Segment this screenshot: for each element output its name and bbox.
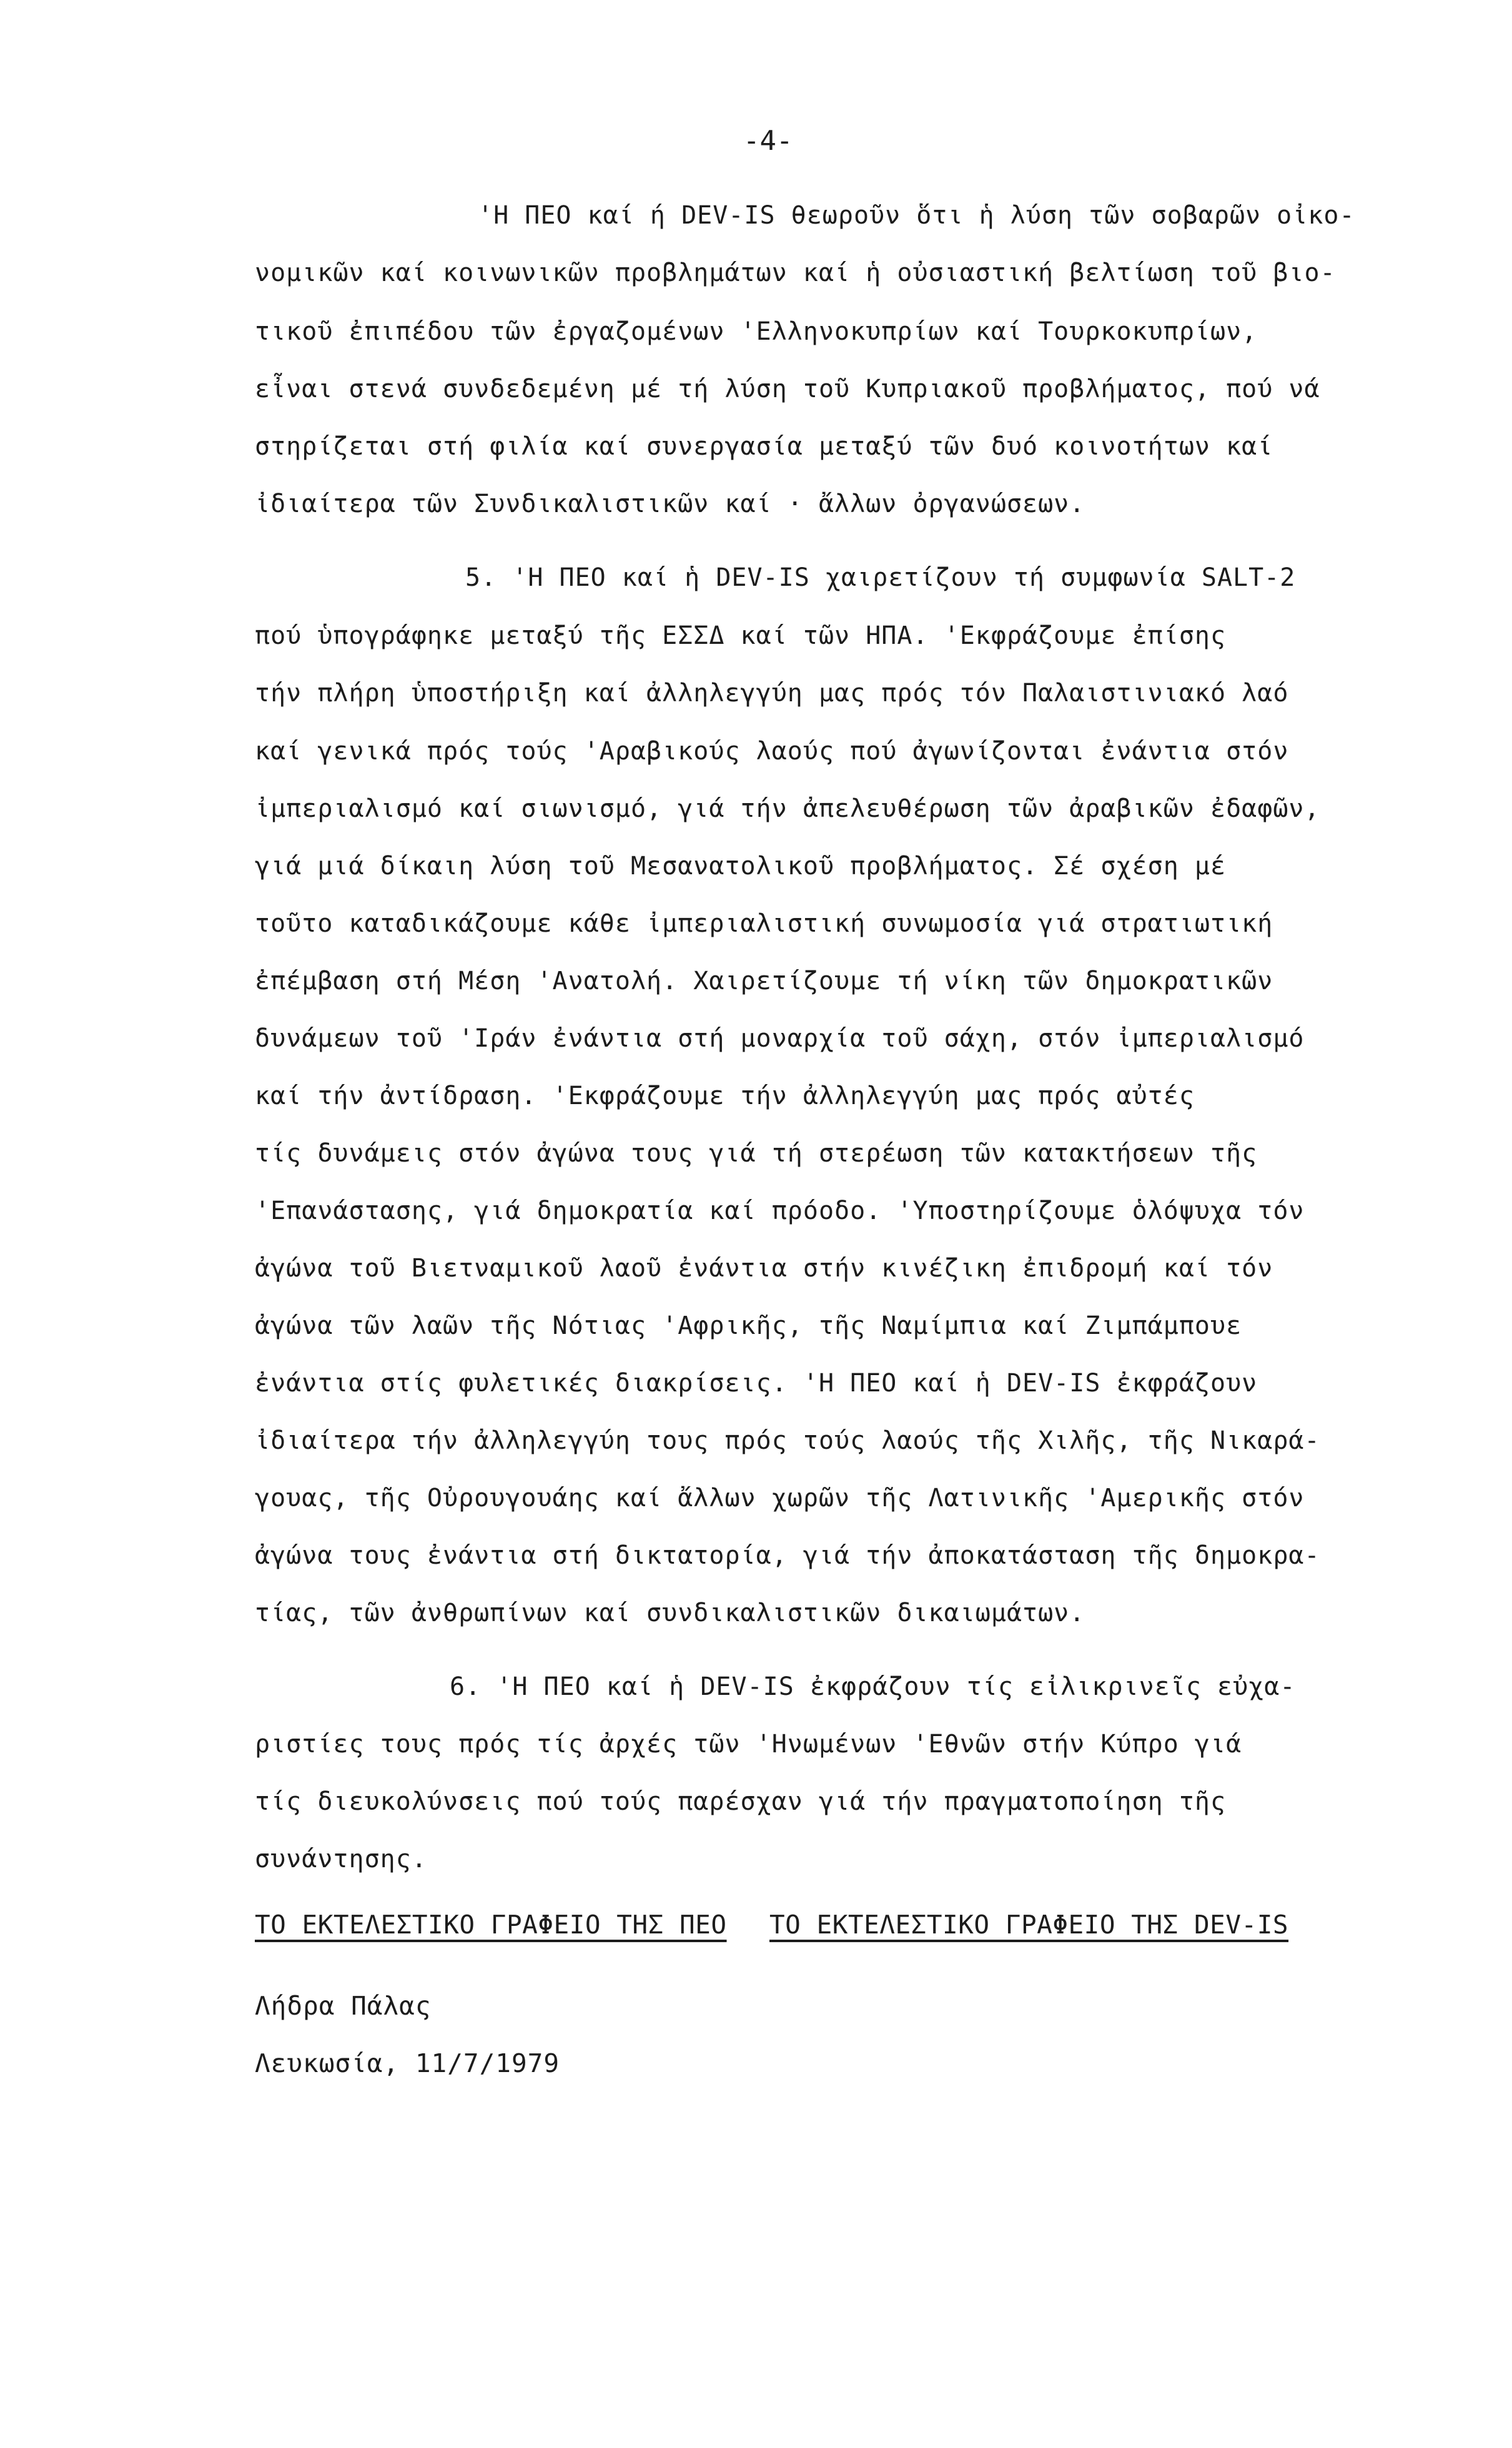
text-line: τίας, τῶν ἀνθρωπίνων καί συνδικαλιστικῶν δικαιωμάτων. (255, 1599, 1085, 1627)
text-line: 6. 'Η ΠΕΟ καί ἡ DEV-IS ἐκφράζουν τίς εἰλικρινεῖς εὐχα- (450, 1672, 1296, 1701)
text-line: ἀγώνα τοῦ Βιετναμικοῦ λαοῦ ἐνάντια στήν κινέζικη ἐπιδρομή καί τόν (255, 1254, 1273, 1283)
text-line: ἀγώνα τῶν λαῶν τῆς Νότιας 'Αφρικῆς, τῆς Ναμίμπια καί Ζιμπάμπουε (255, 1311, 1242, 1340)
text-line: τοῦτο καταδικάζουμε κάθε ἰμπεριαλιστική συνωμοσία γιά στρατιωτική (255, 909, 1273, 938)
text-line: ἐνάντια στίς φυλετικές διακρίσεις. 'Η ΠΕΟ καί ἡ DEV-IS ἐκφράζουν (255, 1369, 1258, 1398)
text-line: ἰδιαίτερα τῶν Συνδικαλιστικῶν καί · ἄλλων ὀργανώσεων. (255, 490, 1085, 518)
text-line: συνάντησης. (255, 1845, 427, 1873)
place-name: Λήδρα Πάλας (255, 1991, 432, 2021)
text-line: γουας, τῆς Οὐρουγουάης καί ἄλλων χωρῶν τῆς Λατινικῆς 'Αμερικῆς στόν (255, 1484, 1305, 1513)
text-line: ἰμπεριαλισμό καί σιωνισμό, γιά τήν ἀπελευθέρωση τῶν ἀραβικῶν ἐδαφῶν, (255, 794, 1320, 823)
text-line: καί τήν ἀντίδραση. 'Εκφράζουμε τήν ἀλληλεγγύη μας πρός αὐτές (255, 1082, 1195, 1110)
text-line: νομικῶν καί κοινωνικῶν προβλημάτων καί ἡ οὐσιαστική βελτίωση τοῦ βιο- (255, 259, 1336, 287)
text-line: 'Η ΠΕΟ καί ή DEV-IS θεωροῦν ὅτι ἡ λύση τῶν σοβαρῶν οἰκο- (478, 201, 1355, 230)
text-line: δυνάμεων τοῦ 'Ιράν ἐνάντια στή μοναρχία τοῦ σάχη, στόν ἰμπεριαλισμό (255, 1024, 1305, 1053)
place-date: Λευκωσία, 11/7/1979 (255, 2048, 560, 2078)
text-line: καί γενικά πρός τούς 'Αραβικούς λαούς πού ἀγωνίζονται ἐνάντια στόν (255, 737, 1289, 766)
text-line: πού ὑπογράφηκε μεταξύ τῆς ΕΣΣΔ καί τῶν ΗΠΑ. 'Εκφράζουμε ἐπίσης (255, 621, 1227, 650)
text-line: τικοῦ ἐπιπέδου τῶν ἐργαζομένων 'Ελληνοκυπρίων καί Τουρκοκυπρίων, (255, 317, 1258, 346)
signature-dev-is: ΤΟ ΕΚΤΕΛΕΣΤΙΚΟ ΓΡΑΦΕΙΟ ΤΗΣ DEV-IS (769, 1910, 1289, 1940)
text-line: ἐπέμβαση στή Μέση 'Ανατολή. Χαιρετίζουμε τή νίκη τῶν δημοκρατικῶν (255, 967, 1273, 995)
text-line: τήν πλήρη ὑποστήριξη καί ἀλληλεγγύη μας πρός τόν Παλαιστινιακό λαό (255, 679, 1289, 708)
text-line: γιά μιά δίκαιη λύση τοῦ Μεσανατολικοῦ προβλήματος. Σέ σχέση μέ (255, 852, 1227, 881)
text-line: ἀγώνα τους ἐνάντια στή δικτατορία, γιά τήν ἀποκατάσταση τῆς δημοκρα- (255, 1541, 1320, 1570)
text-line: στηρίζεται στή φιλία καί συνεργασία μεταξύ τῶν δυό κοινοτήτων καί (255, 432, 1273, 461)
text-line: τίς δυνάμεις στόν ἀγώνα τους γιά τή στερέωση τῶν κατακτήσεων τῆς (255, 1139, 1258, 1168)
text-line: εἶναι στενά συνδεδεμένη μέ τή λύση τοῦ Κυπριακοῦ προβλήματος, πού νά (255, 375, 1320, 403)
signature-peo: ΤΟ ΕΚΤΕΛΕΣΤΙΚΟ ΓΡΑΦΕΙΟ ΤΗΣ ΠΕΟ (255, 1910, 727, 1940)
text-line: 'Επανάστασης, γιά δημοκρατία καί πρόοδο. 'Υποστηρίζουμε ὁλόψυχα τόν (255, 1197, 1305, 1225)
text-line: ριστίες τους πρός τίς ἀρχές τῶν 'Ηνωμένων 'Εθνῶν στήν Κύπρο γιά (255, 1730, 1242, 1759)
text-line: 5. 'Η ΠΕΟ καί ἡ DEV-IS χαιρετίζουν τή συμφωνία SALT-2 (465, 563, 1296, 592)
text-line: τίς διευκολύνσεις πού τούς παρέσχαν γιά τήν πραγματοποίηση τῆς (255, 1787, 1227, 1816)
page-number: -4- (743, 125, 793, 157)
text-line: ἰδιαίτερα τήν ἀλληλεγγύη τους πρός τούς λαούς τῆς Χιλῆς, τῆς Νικαρά- (255, 1426, 1320, 1455)
